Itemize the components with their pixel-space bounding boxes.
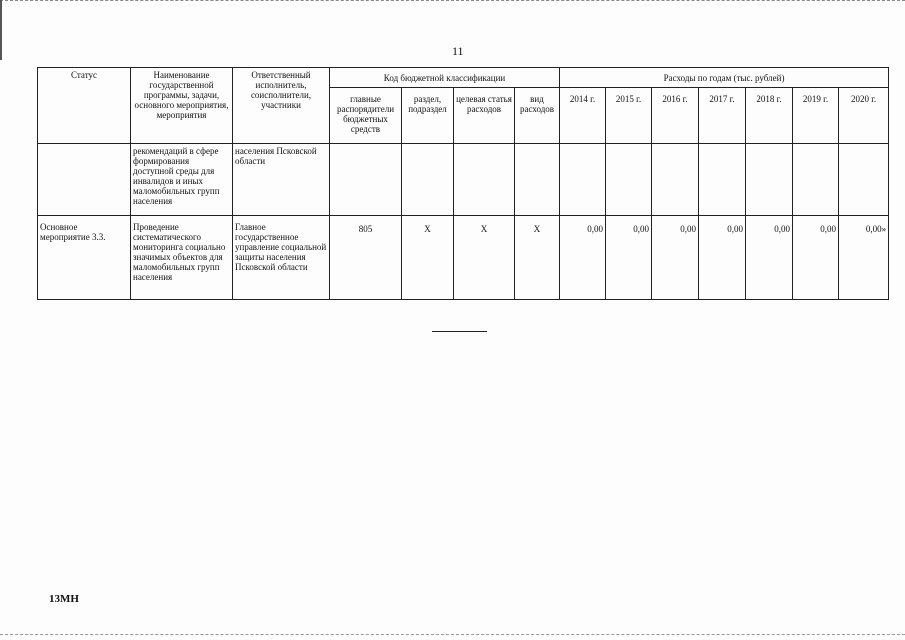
scan-edge-top	[0, 0, 905, 4]
scan-edge-left	[0, 0, 2, 60]
page-number: 11	[452, 44, 464, 58]
row1-name: рекомендаций в сфере формирования доступной среды для инвалидов и иных маломобильных групп населения	[131, 144, 233, 216]
header-target-article: целевая статья расходов	[454, 88, 515, 144]
row2-value-2016: 0,00	[652, 216, 699, 300]
row2-status: Основное мероприятие 3.3.	[38, 216, 131, 300]
row2-name: Проведение систематического мониторинга социально значимых объектов для маломобильных групп населения	[131, 216, 233, 300]
header-year-2018: 2018 г.	[746, 88, 793, 144]
row1-responsible: населения Псковской области	[233, 144, 330, 216]
row2-code-type: Х	[515, 216, 560, 300]
row1-value-2020	[839, 144, 889, 216]
row1-value-2016	[652, 144, 699, 216]
row2-value-2020: 0,00»	[839, 216, 889, 300]
budget-table	[37, 67, 889, 300]
row2-code-section: Х	[402, 216, 454, 300]
row1-value-2018	[746, 144, 793, 216]
header-status: Статус	[38, 68, 131, 144]
row1-code-section	[402, 144, 454, 216]
header-section: раздел, подраздел	[402, 88, 454, 144]
row1-status	[38, 144, 131, 216]
document-code: 13МН	[49, 593, 79, 605]
row2-value-2019: 0,00	[793, 216, 839, 300]
scan-edge-bottom	[0, 634, 905, 636]
header-name: Наименование государственной программы, задачи, основного мероприятия, мероприятия	[131, 68, 233, 144]
header-year-2020: 2020 г.	[839, 88, 889, 144]
header-row-1	[38, 68, 889, 88]
row2-value-2018: 0,00	[746, 216, 793, 300]
header-year-2016: 2016 г.	[652, 88, 699, 144]
header-year-2014: 2014 г.	[560, 88, 606, 144]
header-main-managers: главные распорядители бюджетных средств	[330, 88, 402, 144]
row1-value-2017	[699, 144, 746, 216]
row2-value-2015: 0,00	[606, 216, 652, 300]
row1-code-manager	[330, 144, 402, 216]
row1-code-article	[454, 144, 515, 216]
row2-code-article: Х	[454, 216, 515, 300]
row1-value-2019	[793, 144, 839, 216]
header-year-2019: 2019 г.	[793, 88, 839, 144]
row1-code-type	[515, 144, 560, 216]
table-row	[38, 216, 889, 300]
header-expense-type: вид расходов	[515, 88, 560, 144]
header-expenses: Расходы по годам (тыс. рублей)	[560, 68, 889, 88]
header-budget-code: Код бюджетной классификации	[330, 68, 560, 88]
row2-code-manager: 805	[330, 216, 402, 300]
header-year-2017: 2017 г.	[699, 88, 746, 144]
row2-value-2014: 0,00	[560, 216, 606, 300]
header-responsible: Ответственный исполнитель, соисполнители, участники	[233, 68, 330, 144]
row2-value-2017: 0,00	[699, 216, 746, 300]
row1-value-2015	[606, 144, 652, 216]
header-year-2015: 2015 г.	[606, 88, 652, 144]
row2-responsible: Главное государственное управление социальной защиты населения Псковской области	[233, 216, 330, 300]
table-row	[38, 144, 889, 216]
row1-value-2014	[560, 144, 606, 216]
end-rule	[432, 331, 487, 332]
